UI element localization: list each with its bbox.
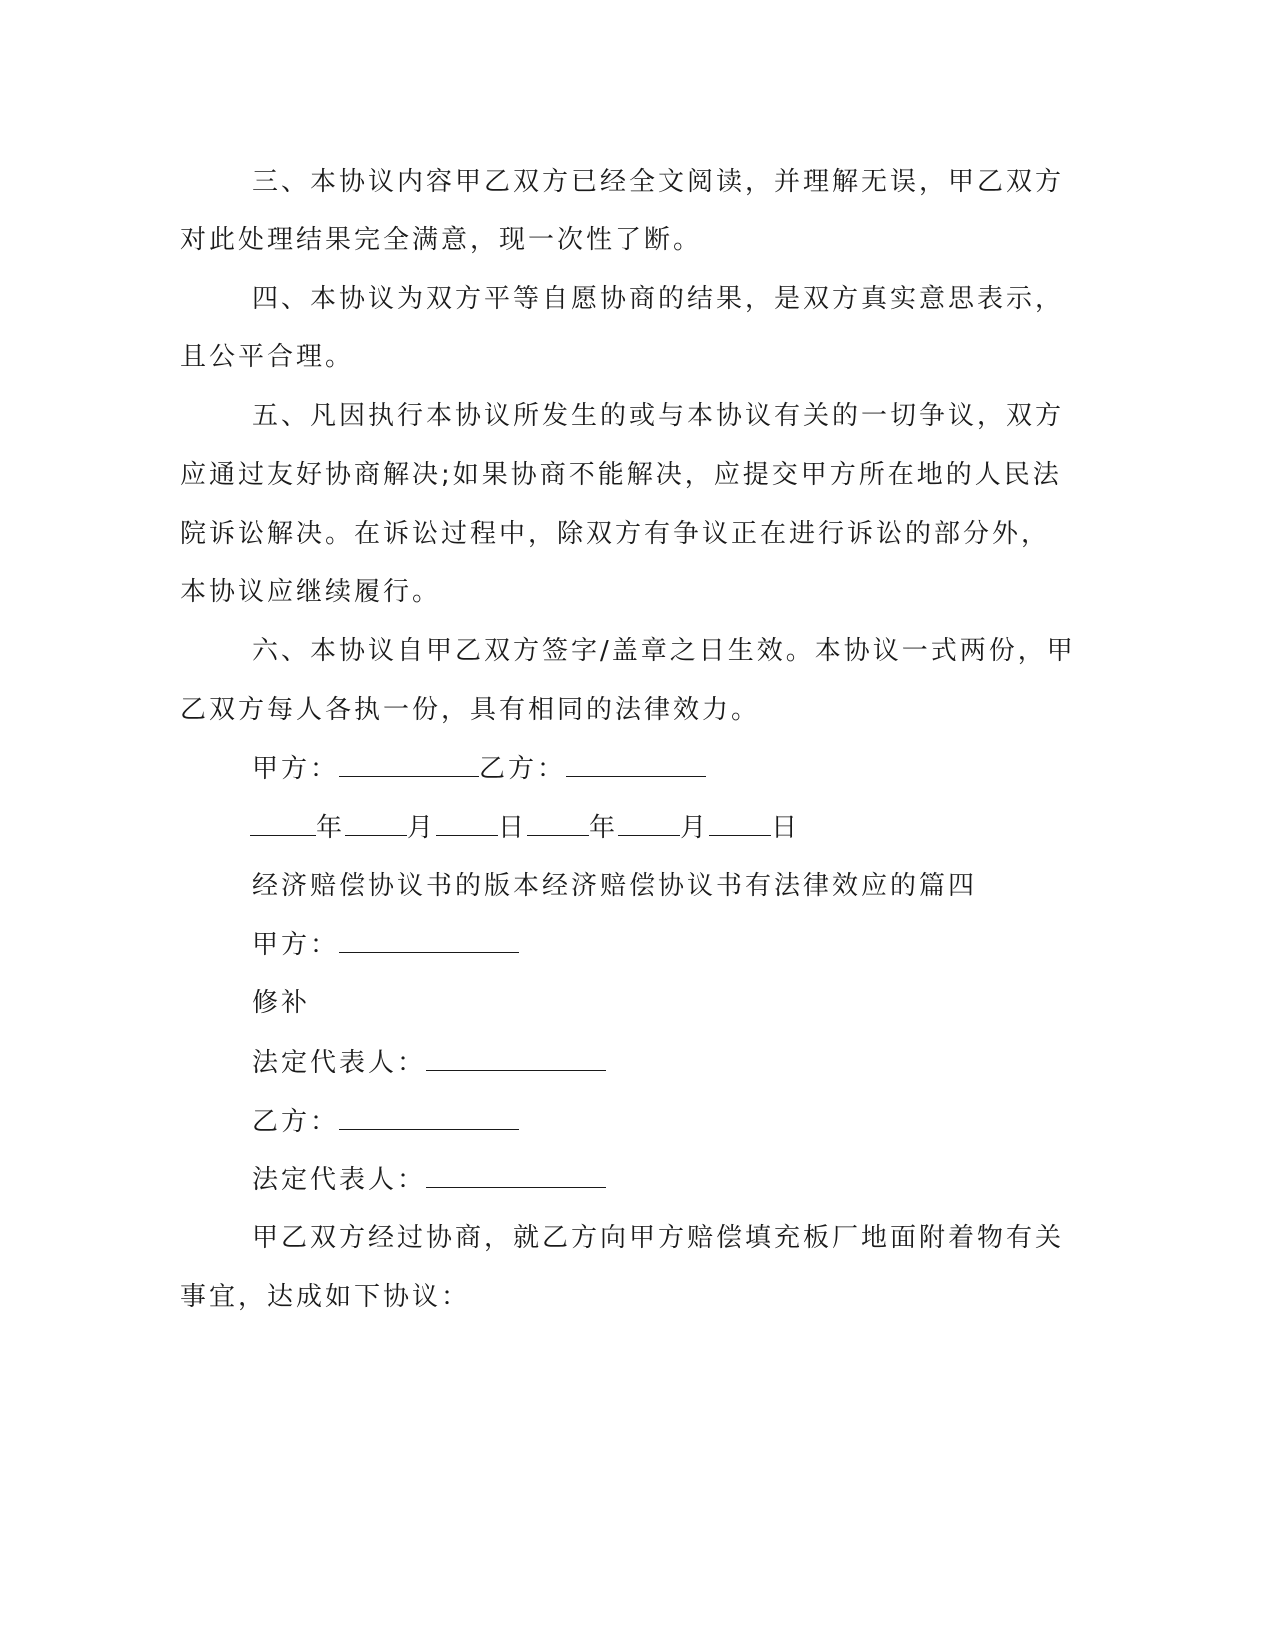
- date-month-b-blank[interactable]: [618, 811, 680, 836]
- header-legal-rep-b-blank[interactable]: [426, 1163, 606, 1188]
- section-title: 经济赔偿协议书的版本经济赔偿协议书有法律效应的篇四: [252, 871, 978, 901]
- signature-party-b-blank[interactable]: [566, 752, 706, 777]
- clause-5-line-1: 五、凡因执行本协议所发生的或与本协议有关的一切争议，双方: [252, 401, 1065, 431]
- date-day-b-blank[interactable]: [709, 811, 771, 836]
- signature-party-a-label: 甲方：: [252, 754, 340, 784]
- date-year-b-label: 年: [589, 813, 619, 843]
- signature-party-b-label: 乙方：: [479, 754, 567, 784]
- date-day-a-blank[interactable]: [436, 811, 498, 836]
- preamble-line-1: 甲乙双方经过协商，就乙方向甲方赔偿填充板厂地面附着物有关: [252, 1223, 1065, 1253]
- clause-6-line-2: 乙双方每人各执一份，具有相同的法律效力。: [180, 695, 761, 725]
- header-legal-rep-a-label: 法定代表人：: [252, 1048, 427, 1078]
- clause-4-line-1: 四、本协议为双方平等自愿协商的结果，是双方真实意思表示，: [252, 284, 1065, 314]
- repair-label: 修补: [252, 988, 311, 1018]
- clause-5-line-3: 院诉讼解决。在诉讼过程中，除双方有争议正在进行诉讼的部分外，: [180, 519, 1051, 549]
- clause-3-line-2: 对此处理结果完全满意，现一次性了断。: [180, 225, 703, 255]
- header-party-a-blank[interactable]: [339, 928, 519, 953]
- header-legal-rep-b-row: [252, 1163, 606, 1196]
- clause-5-line-2: 应通过友好协商解决;如果协商不能解决，应提交甲方所在地的人民法: [180, 460, 1062, 490]
- signature-date-row: [250, 811, 800, 844]
- header-party-b-row: [252, 1105, 519, 1138]
- date-year-a-blank[interactable]: [250, 811, 316, 836]
- date-year-a-label: 年: [316, 813, 346, 843]
- clause-6-line-1: 六、本协议自甲乙双方签字/盖章之日生效。本协议一式两份，甲: [252, 636, 1076, 666]
- signature-parties-row: [252, 752, 706, 785]
- date-month-a-label: 月: [407, 813, 437, 843]
- date-month-b-label: 月: [680, 813, 710, 843]
- date-month-a-blank[interactable]: [345, 811, 407, 836]
- header-legal-rep-a-row: [252, 1046, 606, 1079]
- clause-5-line-4: 本协议应继续履行。: [180, 577, 442, 607]
- header-legal-rep-a-blank[interactable]: [426, 1046, 606, 1071]
- header-party-b-label: 乙方：: [252, 1107, 340, 1137]
- header-party-a-row: [252, 928, 519, 961]
- preamble-line-2: 事宜，达成如下协议：: [180, 1282, 471, 1312]
- date-day-b-label: 日: [771, 813, 801, 843]
- header-legal-rep-b-label: 法定代表人：: [252, 1165, 427, 1195]
- signature-party-a-blank[interactable]: [339, 752, 479, 777]
- clause-4-line-2: 且公平合理。: [180, 342, 355, 372]
- clause-3-line-1: 三、本协议内容甲乙双方已经全文阅读，并理解无误，甲乙双方: [252, 167, 1065, 197]
- header-party-b-blank[interactable]: [339, 1105, 519, 1130]
- date-year-b-blank[interactable]: [527, 811, 589, 836]
- date-day-a-label: 日: [498, 813, 528, 843]
- header-party-a-label: 甲方：: [252, 930, 340, 960]
